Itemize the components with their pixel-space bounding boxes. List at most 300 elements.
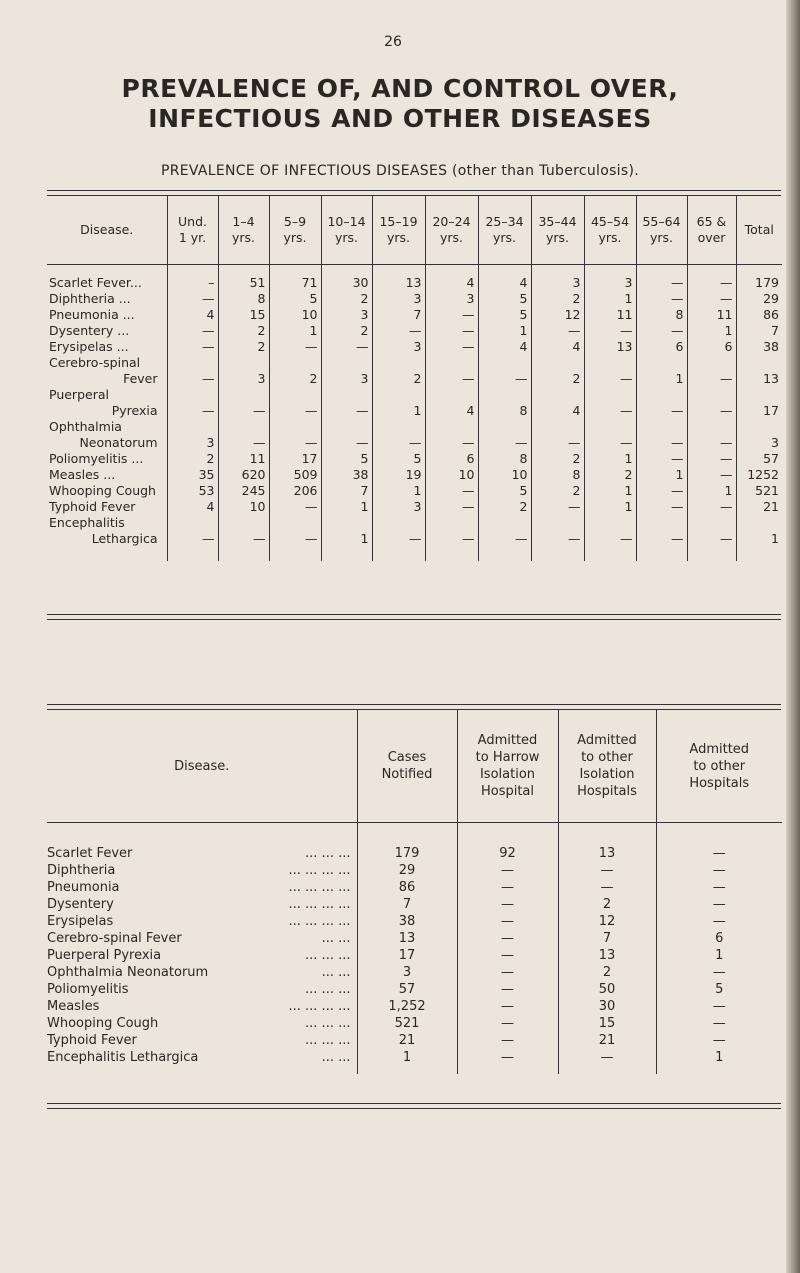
value-cell: 509 <box>269 467 321 483</box>
disease-name: Puerperal Pyrexia <box>47 948 162 963</box>
table-row <box>47 896 782 913</box>
value-cell: — <box>478 355 531 387</box>
value-cell: 7 <box>558 930 656 947</box>
value-cell: 12 <box>558 913 656 930</box>
value-cell: 2 <box>167 451 218 467</box>
disease-name-cell <box>47 1032 357 1049</box>
value-cell: — <box>636 483 687 499</box>
value-cell: 2 <box>321 323 372 339</box>
value-cell: 7 <box>321 483 372 499</box>
value-cell: — <box>584 419 636 451</box>
table1-header-line: yrs. <box>231 230 256 245</box>
disease-name: Typhoid Fever <box>47 1033 137 1048</box>
value-cell: — <box>321 339 372 355</box>
value-cell: — <box>457 947 558 964</box>
table1-header-cell <box>636 196 687 265</box>
disease-name-cell <box>47 896 357 913</box>
value-cell: — <box>218 515 269 561</box>
disease-name: Whooping Cough <box>47 1016 159 1031</box>
disease-name: Diphtheria <box>47 863 116 878</box>
value-cell: — <box>687 499 736 515</box>
value-cell: 179 <box>357 823 457 863</box>
value-cell: 3 <box>218 355 269 387</box>
value-cell: — <box>269 419 321 451</box>
disease-name-cell <box>47 355 167 387</box>
disease-name: Dysentery <box>47 897 114 912</box>
leader-dots: ... ... <box>321 931 351 946</box>
table2-header-row <box>47 710 782 823</box>
table1-header-line: 25–34 <box>485 214 524 229</box>
table-row <box>47 998 782 1015</box>
value-cell: 5 <box>478 483 531 499</box>
value-cell: 57 <box>736 451 782 467</box>
value-cell: — <box>167 291 218 307</box>
value-cell: — <box>321 387 372 419</box>
value-cell: 13 <box>357 930 457 947</box>
disease-name-cell <box>47 419 167 451</box>
value-cell: — <box>636 419 687 451</box>
value-cell: 2 <box>531 451 584 467</box>
value-cell: — <box>425 339 478 355</box>
value-cell: — <box>558 879 656 896</box>
value-cell: — <box>425 483 478 499</box>
disease-name-line: Whooping Cough <box>49 483 156 498</box>
hospital-admissions-table <box>47 710 782 1074</box>
value-cell: — <box>584 323 636 339</box>
value-cell: 1 <box>584 451 636 467</box>
value-cell: 2 <box>531 291 584 307</box>
value-cell: 13 <box>558 947 656 964</box>
leader-dots: ... ... ... <box>305 948 351 963</box>
value-cell: 8 <box>478 387 531 419</box>
value-cell: 29 <box>736 291 782 307</box>
value-cell: — <box>321 419 372 451</box>
disease-name-line: Typhoid Fever <box>49 499 136 514</box>
value-cell: — <box>584 515 636 561</box>
value-cell: 11 <box>687 307 736 323</box>
disease-name-cell <box>47 998 357 1015</box>
value-cell: 30 <box>558 998 656 1015</box>
value-cell: — <box>218 387 269 419</box>
disease-name-cell <box>47 451 167 467</box>
value-cell: 7 <box>736 323 782 339</box>
value-cell: 5 <box>478 291 531 307</box>
value-cell: — <box>167 323 218 339</box>
table1-header-cell <box>218 196 269 265</box>
value-cell: — <box>457 998 558 1015</box>
table1-header-line: yrs. <box>649 230 674 245</box>
table-row <box>47 947 782 964</box>
value-cell: — <box>687 387 736 419</box>
title-line-1: PREVALENCE OF, AND CONTROL OVER, <box>121 74 679 103</box>
table-row <box>47 265 782 292</box>
value-cell: 15 <box>218 307 269 323</box>
value-cell: — <box>687 451 736 467</box>
table1-header-line: yrs. <box>386 230 411 245</box>
value-cell: — <box>167 387 218 419</box>
value-cell: 2 <box>531 355 584 387</box>
value-cell: — <box>457 862 558 879</box>
table2-header-cell <box>558 710 656 823</box>
value-cell: 1 <box>736 515 782 561</box>
table-row <box>47 467 782 483</box>
table2-header-line: Hospital <box>480 784 535 799</box>
value-cell: — <box>457 896 558 913</box>
table1-header-line: 55–64 <box>642 214 681 229</box>
value-cell: — <box>687 265 736 292</box>
value-cell: 3 <box>321 355 372 387</box>
table1-header-cell <box>269 196 321 265</box>
value-cell: 86 <box>736 307 782 323</box>
table2-header-cell <box>357 710 457 823</box>
value-cell: — <box>457 879 558 896</box>
disease-name: Cerebro-spinal Fever <box>47 931 182 946</box>
value-cell: — <box>656 964 782 981</box>
value-cell: — <box>636 323 687 339</box>
table1-header-line: 45–54 <box>590 214 630 229</box>
value-cell: 5 <box>372 451 425 467</box>
disease-name-cell <box>47 930 357 947</box>
value-cell: 71 <box>269 265 321 292</box>
table1-header-cell <box>736 196 782 265</box>
value-cell: 53 <box>167 483 218 499</box>
leader-dots: ... ... ... ... <box>288 863 351 878</box>
page-title <box>0 74 800 134</box>
value-cell: 29 <box>357 862 457 879</box>
value-cell: 4 <box>531 387 584 419</box>
table1-header-cell <box>425 196 478 265</box>
table-row <box>47 913 782 930</box>
disease-name-cell <box>47 291 167 307</box>
value-cell: — <box>636 515 687 561</box>
table2-header-line: to Harrow <box>475 750 540 765</box>
value-cell: 3 <box>584 265 636 292</box>
value-cell: 2 <box>269 355 321 387</box>
leader-dots: ... ... ... ... <box>288 999 351 1014</box>
table1-header-line: Und. <box>178 214 207 229</box>
leader-dots: ... ... ... <box>305 1016 351 1031</box>
disease-name-cell <box>47 981 357 998</box>
table-row <box>47 339 782 355</box>
value-cell: 13 <box>558 823 656 863</box>
disease-name: Scarlet Fever <box>47 846 133 861</box>
table2-header-line: Disease. <box>174 758 230 774</box>
table1-header-cell <box>372 196 425 265</box>
table-row <box>47 419 782 451</box>
table-row <box>47 930 782 947</box>
value-cell: — <box>687 467 736 483</box>
age-distribution-table <box>47 196 782 561</box>
table2-header-line: Hospitals <box>577 784 637 799</box>
table2-header-line: Hospitals <box>689 775 750 791</box>
value-cell: 3 <box>167 419 218 451</box>
table1-header-cell <box>478 196 531 265</box>
value-cell: 11 <box>218 451 269 467</box>
table-row <box>47 355 782 387</box>
table1-header-line: over <box>697 230 726 245</box>
value-cell: 1 <box>636 355 687 387</box>
disease-name-cell <box>47 339 167 355</box>
value-cell: — <box>457 981 558 998</box>
value-cell: 5 <box>269 291 321 307</box>
disease-name-line: Neonatorum <box>79 435 158 450</box>
value-cell: 10 <box>425 467 478 483</box>
value-cell: 38 <box>321 467 372 483</box>
table2-header-line: Notified <box>381 767 433 782</box>
value-cell: 10 <box>269 307 321 323</box>
value-cell: 12 <box>531 307 584 323</box>
value-cell: 1 <box>656 1049 782 1074</box>
leader-dots: ... ... ... ... <box>288 880 351 895</box>
table2-header-cell <box>457 710 558 823</box>
value-cell: — <box>425 515 478 561</box>
disease-name-cell <box>47 1049 357 1074</box>
value-cell: – <box>167 265 218 292</box>
value-cell: — <box>636 387 687 419</box>
value-cell: 1252 <box>736 467 782 483</box>
value-cell: — <box>656 823 782 863</box>
disease-name-line: Diphtheria ... <box>49 291 131 306</box>
value-cell: 1 <box>584 499 636 515</box>
disease-name-cell <box>47 499 167 515</box>
value-cell: 3 <box>321 307 372 323</box>
value-cell: — <box>269 515 321 561</box>
value-cell: 11 <box>584 307 636 323</box>
table1-header-line: yrs. <box>283 230 307 245</box>
table1-header-line: Total <box>744 222 774 237</box>
value-cell: 50 <box>558 981 656 998</box>
table1-header-row <box>47 196 782 265</box>
value-cell: 4 <box>425 387 478 419</box>
table1-header-line: 10–14 <box>327 214 366 229</box>
table2-header-line: Isolation <box>579 767 635 782</box>
disease-name-line: Pyrexia <box>111 403 158 418</box>
value-cell: — <box>656 879 782 896</box>
leader-dots: ... ... ... ... <box>288 914 351 929</box>
value-cell: 3 <box>372 339 425 355</box>
value-cell: 3 <box>531 265 584 292</box>
table-row <box>47 499 782 515</box>
value-cell: 1 <box>687 483 736 499</box>
disease-name-line: Encephalitis <box>49 515 125 530</box>
value-cell: 1 <box>656 947 782 964</box>
value-cell: — <box>425 307 478 323</box>
disease-name-cell <box>47 515 167 561</box>
value-cell: — <box>584 387 636 419</box>
table1-header-cell <box>167 196 218 265</box>
value-cell: 30 <box>321 265 372 292</box>
table-row <box>47 1049 782 1074</box>
value-cell: 1 <box>269 323 321 339</box>
disease-name: Encephalitis Lethargica <box>47 1050 199 1065</box>
value-cell: — <box>558 862 656 879</box>
value-cell: 10 <box>218 499 269 515</box>
value-cell: 1,252 <box>357 998 457 1015</box>
value-cell: — <box>425 499 478 515</box>
value-cell: 1 <box>478 323 531 339</box>
table2-header-cell <box>656 710 782 823</box>
disease-name-cell <box>47 483 167 499</box>
value-cell: 179 <box>736 265 782 292</box>
value-cell: 35 <box>167 467 218 483</box>
value-cell: 19 <box>372 467 425 483</box>
value-cell: — <box>531 323 584 339</box>
value-cell: 13 <box>584 339 636 355</box>
table1-header-line: yrs. <box>439 230 464 245</box>
value-cell: 1 <box>321 515 372 561</box>
table-row <box>47 964 782 981</box>
value-cell: 2 <box>531 483 584 499</box>
table1-header-cell <box>687 196 736 265</box>
value-cell: 245 <box>218 483 269 499</box>
value-cell: 521 <box>357 1015 457 1032</box>
value-cell: 3 <box>425 291 478 307</box>
value-cell: 17 <box>269 451 321 467</box>
table-row <box>47 823 782 863</box>
value-cell: 17 <box>736 387 782 419</box>
value-cell: 1 <box>584 483 636 499</box>
disease-name: Ophthalmia Neonatorum <box>47 965 209 980</box>
value-cell: 2 <box>558 896 656 913</box>
disease-name-cell <box>47 964 357 981</box>
value-cell: — <box>372 323 425 339</box>
table1-header-line: 1–4 <box>232 214 255 229</box>
table2-header-line: to other <box>693 758 746 774</box>
disease-name-line: Lethargica <box>91 531 158 546</box>
page-number: 26 <box>384 34 402 50</box>
table2-bottom-rule <box>47 1103 781 1109</box>
leader-dots: ... ... <box>321 965 351 980</box>
value-cell: 6 <box>425 451 478 467</box>
value-cell: 17 <box>357 947 457 964</box>
value-cell: — <box>687 515 736 561</box>
value-cell: — <box>478 419 531 451</box>
value-cell: 8 <box>531 467 584 483</box>
value-cell: — <box>269 339 321 355</box>
value-cell: — <box>656 1032 782 1049</box>
value-cell: — <box>687 355 736 387</box>
title-line-2: INFECTIOUS AND OTHER DISEASES <box>148 104 652 133</box>
value-cell: — <box>269 499 321 515</box>
table-row <box>47 862 782 879</box>
table-row <box>47 879 782 896</box>
value-cell: 8 <box>636 307 687 323</box>
value-cell: 2 <box>218 323 269 339</box>
value-cell: — <box>372 419 425 451</box>
table1-bottom-rule <box>47 614 781 620</box>
value-cell: — <box>636 499 687 515</box>
disease-name-line: Erysipelas ... <box>49 339 129 354</box>
table-row <box>47 307 782 323</box>
value-cell: 21 <box>736 499 782 515</box>
table2-header-line: Isolation <box>479 767 536 782</box>
value-cell: 620 <box>218 467 269 483</box>
table1-header-line: yrs. <box>492 230 517 245</box>
table-row <box>47 1015 782 1032</box>
value-cell: 92 <box>457 823 558 863</box>
disease-name-cell <box>47 387 167 419</box>
value-cell: 3 <box>372 499 425 515</box>
value-cell: 10 <box>478 467 531 483</box>
value-cell: 7 <box>372 307 425 323</box>
table2-header-cell <box>47 710 357 823</box>
leader-dots: ... ... ... <box>305 982 351 997</box>
value-cell: 2 <box>321 291 372 307</box>
value-cell: — <box>636 451 687 467</box>
value-cell: 38 <box>736 339 782 355</box>
value-cell: 13 <box>372 265 425 292</box>
value-cell: — <box>218 419 269 451</box>
disease-name: Poliomyelitis <box>47 982 129 997</box>
disease-name-line: Puerperal <box>49 387 109 402</box>
disease-name-line: Pneumonia ... <box>49 307 135 322</box>
value-cell: 1 <box>372 387 425 419</box>
value-cell: 6 <box>687 339 736 355</box>
table1-header-line: 35–44 <box>538 214 577 229</box>
disease-name-line: Measles ... <box>49 467 116 482</box>
value-cell: 1 <box>687 323 736 339</box>
disease-name-cell <box>47 265 167 292</box>
value-cell: — <box>457 1015 558 1032</box>
value-cell: 1 <box>321 499 372 515</box>
disease-name: Erysipelas <box>47 914 114 929</box>
value-cell: — <box>531 515 584 561</box>
value-cell: 4 <box>531 339 584 355</box>
value-cell: — <box>269 387 321 419</box>
value-cell: — <box>656 862 782 879</box>
disease-name-cell <box>47 823 357 863</box>
disease-name: Measles <box>47 999 100 1014</box>
leader-dots: ... ... <box>321 1050 351 1065</box>
value-cell: 8 <box>478 451 531 467</box>
value-cell: — <box>167 339 218 355</box>
value-cell: 4 <box>478 265 531 292</box>
value-cell: 57 <box>357 981 457 998</box>
disease-name-line: Dysentery ... <box>49 323 130 338</box>
value-cell: 206 <box>269 483 321 499</box>
value-cell: — <box>167 355 218 387</box>
disease-name-cell <box>47 307 167 323</box>
value-cell: — <box>457 964 558 981</box>
table-row <box>47 515 782 561</box>
value-cell: — <box>478 515 531 561</box>
disease-name-line: Scarlet Fever... <box>49 275 142 290</box>
table-row <box>47 323 782 339</box>
value-cell: 4 <box>167 307 218 323</box>
table1-header-cell <box>531 196 584 265</box>
table1-header-cell <box>584 196 636 265</box>
value-cell: 13 <box>736 355 782 387</box>
leader-dots: ... ... ... <box>305 1033 351 1048</box>
table2-header-line: Admitted <box>689 741 750 757</box>
value-cell: 38 <box>357 913 457 930</box>
value-cell: 7 <box>357 896 457 913</box>
table-row <box>47 1032 782 1049</box>
value-cell: 1 <box>372 483 425 499</box>
table-subtitle: PREVALENCE OF INFECTIOUS DISEASES (other than Tuberculosis). <box>161 163 639 179</box>
value-cell: — <box>584 355 636 387</box>
value-cell: 21 <box>357 1032 457 1049</box>
value-cell: — <box>531 499 584 515</box>
value-cell: — <box>687 419 736 451</box>
table-row <box>47 291 782 307</box>
table-row <box>47 387 782 419</box>
disease-name-cell <box>47 913 357 930</box>
table1-header-cell <box>47 196 167 265</box>
table1-header-line: 5–9 <box>283 214 307 229</box>
value-cell: 4 <box>478 339 531 355</box>
disease-name-cell <box>47 1015 357 1032</box>
